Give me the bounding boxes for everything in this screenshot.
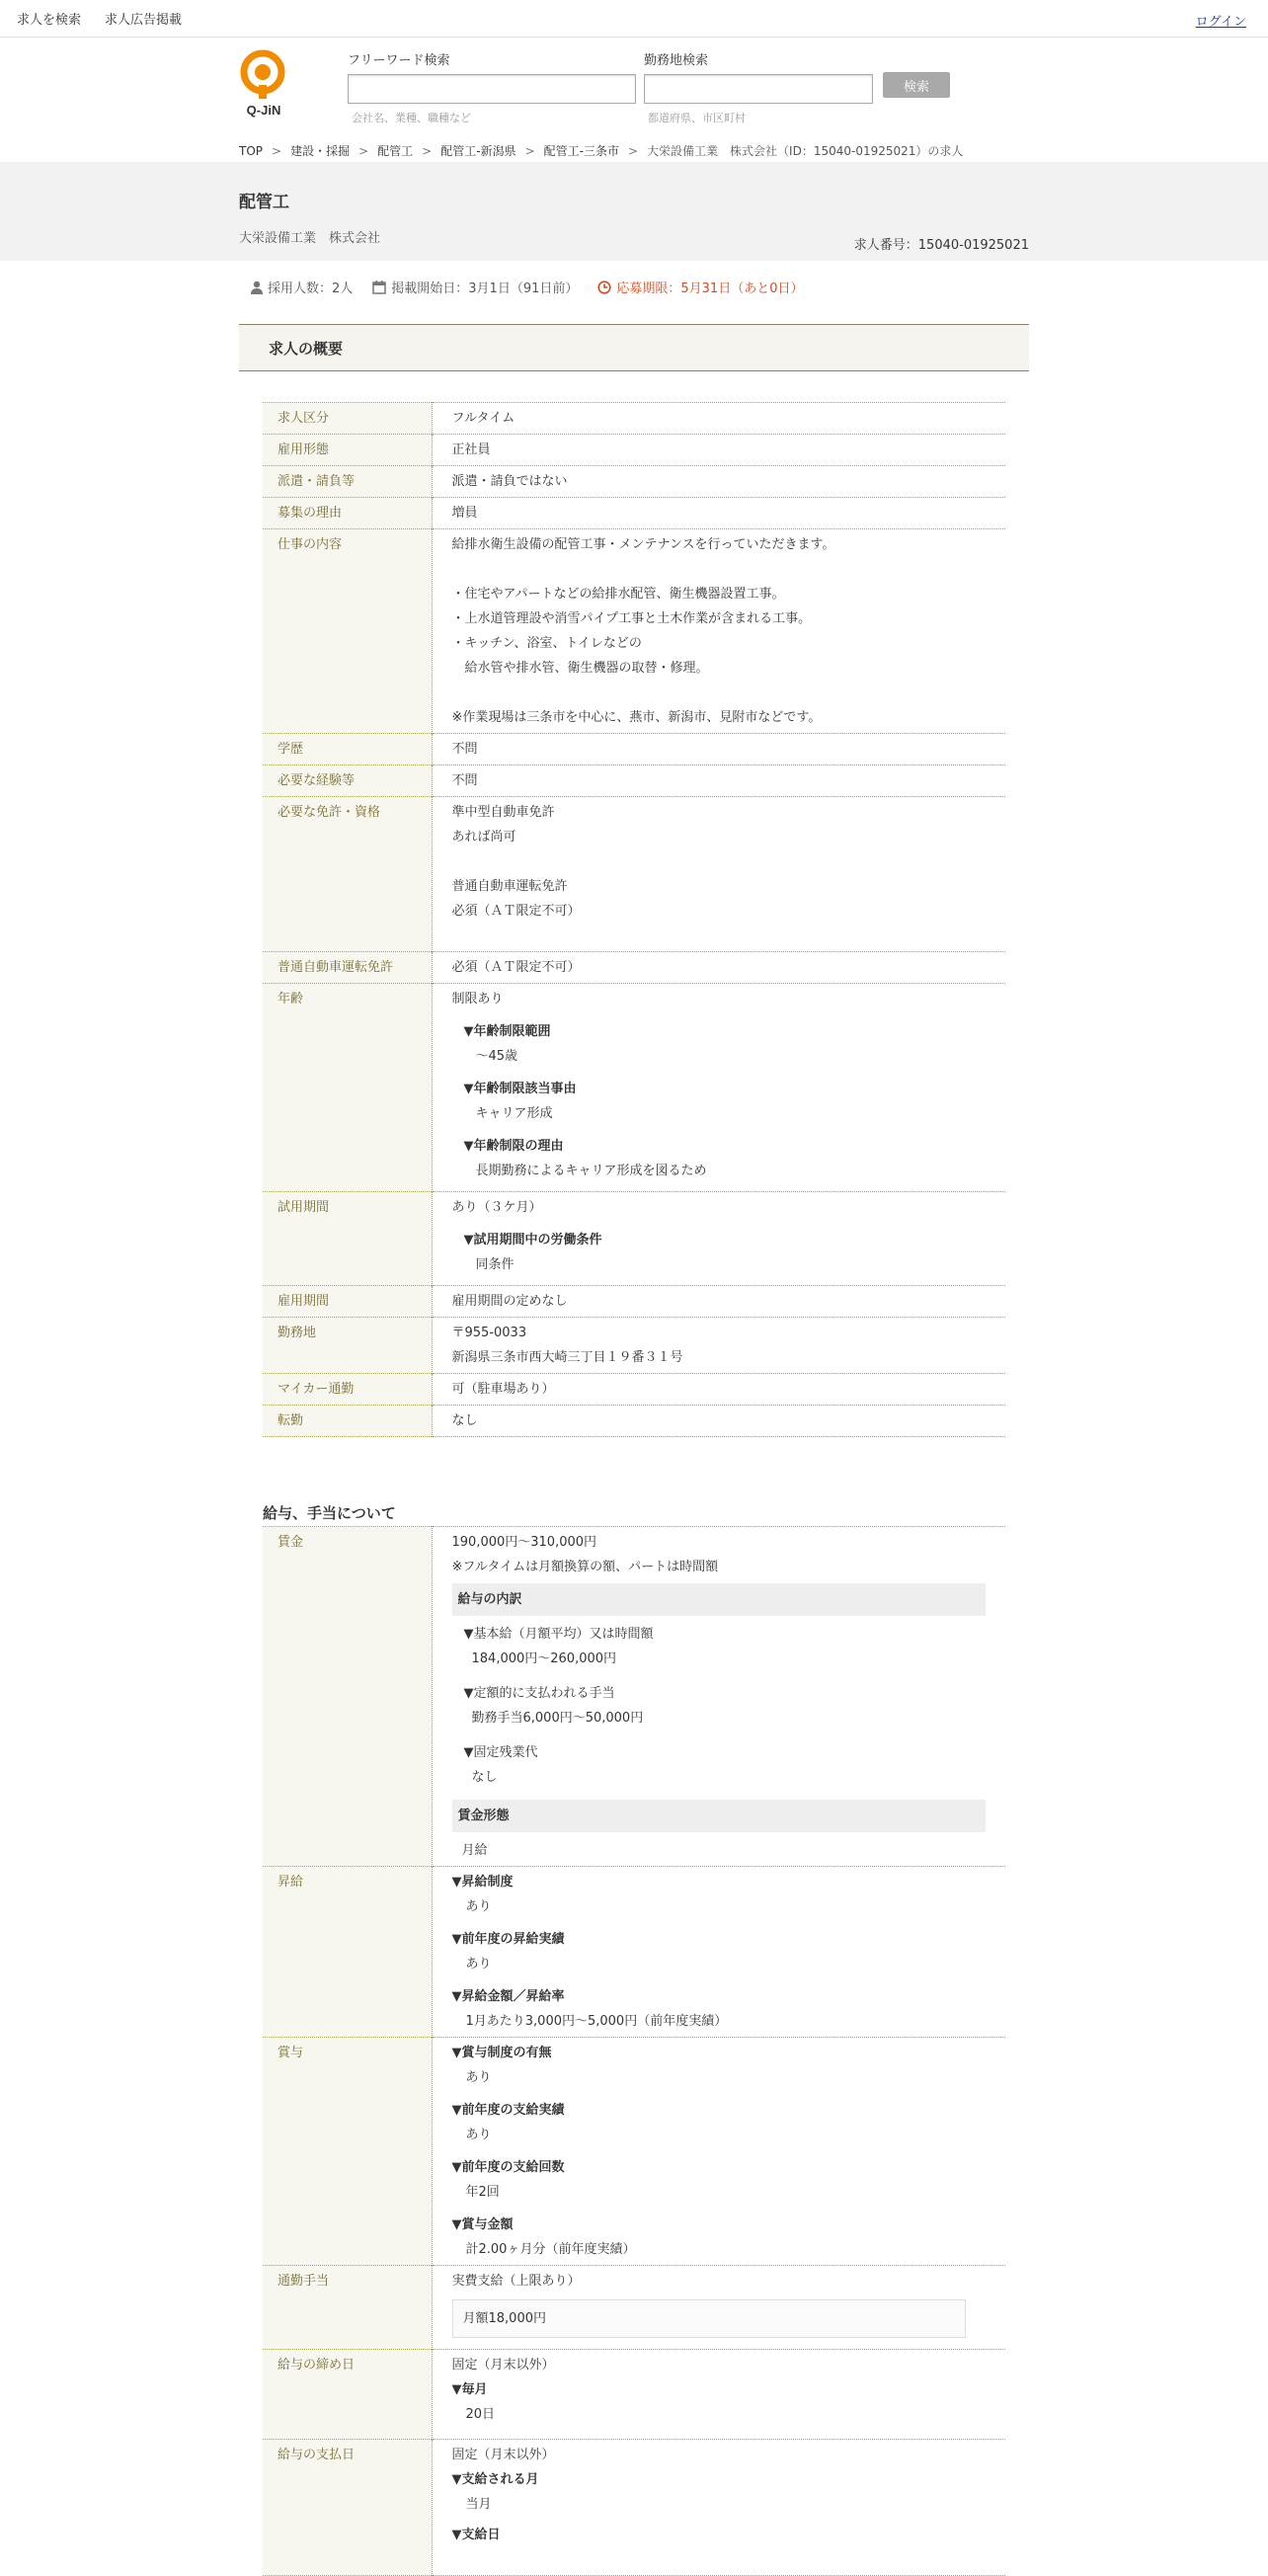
sub-head: ▼年齢制限の理由 [463,1139,564,1154]
breadcrumb-occupation[interactable]: 配管工 [377,144,414,158]
wage-note: ※フルタイムは月額換算の額、パートは時間額 [451,1560,719,1574]
payday-main: 固定（月末以外） [451,2448,555,2462]
row-value [432,1406,1005,1437]
sub-value: あり [465,2070,492,2085]
row-label: 賞与 [263,2038,432,2266]
job-title: 配管工 [239,193,289,212]
sub-head: ▼前年度の支給実績 [451,2103,565,2118]
sub-head: ▼固定残業代 [463,1745,538,1760]
breadcrumb-category[interactable]: 建設・採掘 [290,144,351,158]
person-icon [251,281,263,294]
value-line: あれば尚可 [451,830,516,845]
company-name: 大栄設備工業 株式会社 [239,231,381,246]
value-line: 不問 [451,742,478,757]
row-label: 仕事の内容 [263,529,432,734]
value-line: なし [451,1413,478,1428]
row-label: 派遣・請負等 [263,466,432,498]
table-row [263,952,1005,984]
table-row [263,435,1005,466]
sub-head: ▼支給される月 [451,2472,539,2487]
sub-value: 勤務手当6,000円〜50,000円 [471,1711,644,1726]
row-value [432,2266,1005,2350]
table-row [263,797,1005,952]
row-value [432,2350,1005,2440]
sub-value: 当月 [465,2497,492,2512]
location-hint: 都道府県、市区町村 [648,112,746,124]
breadcrumb-top[interactable]: TOP [239,144,264,158]
value-line: 必須（ＡＴ限定不可） [451,960,581,975]
sub-value: 同条件 [475,1257,515,1272]
row-value [432,403,1005,435]
table-row [263,2266,1005,2350]
location-search [644,49,873,125]
row-value [432,734,1005,765]
row-value [432,1374,1005,1406]
location-label: 勤務地検索 [644,53,709,68]
row-label: 転勤 [263,1406,432,1437]
breadcrumb-prefecture[interactable]: 配管工-新潟県 [440,144,516,158]
row-value [432,529,1005,734]
sub-head: ▼賞与金額 [451,2217,514,2232]
value-line: 新潟県三条市西大崎三丁目１９番３１号 [451,1350,683,1365]
sub-value: 20日 [465,2407,496,2422]
job-meta [251,278,823,296]
sub-value: あり [465,2128,492,2142]
row-value [432,1192,1005,1286]
value-line: ・上水道管理設や消雪パイプ工事と土木作業が含まれる工事。 [451,611,812,626]
row-label: 勤務地 [263,1318,432,1374]
sub-head: ▼定額的に支払われる手当 [463,1686,615,1701]
wage-form-value: 月給 [461,1843,488,1858]
search-button[interactable]: 検索 [883,72,950,98]
start-date [372,278,578,296]
deadline [597,278,803,296]
sub-head: ▼年齢制限範囲 [463,1024,551,1039]
closing-main: 固定（月末以外） [451,2358,555,2373]
start-text: 掲載開始日：3月1日（91日前） [391,282,579,296]
row-value [432,1527,1005,1867]
freeword-input[interactable] [348,74,636,104]
calendar-icon [372,281,386,294]
sub-value: あり [465,1899,492,1914]
row-value [432,2038,1005,2266]
row-label: 必要な経験等 [263,765,432,797]
freeword-hint: 会社名、業種、職種など [352,112,471,124]
hires-text: 採用人数：2人 [268,282,354,296]
row-value [432,1318,1005,1374]
row-value [432,765,1005,797]
sub-value: 長期勤務によるキャリア形成を図るため [475,1164,707,1178]
breadcrumb-current: 大栄設備工業 株式会社（ID：15040-01925021）の求人 [647,144,964,158]
row-label: 求人区分 [263,403,432,435]
row-value [432,797,1005,952]
sub-head: ▼昇給金額／昇給率 [451,1989,565,2004]
row-label: 雇用形態 [263,435,432,466]
table-row [263,403,1005,435]
table-row [263,1318,1005,1374]
breadcrumb-city[interactable]: 配管工-三条市 [543,144,619,158]
row-label: 賃金 [263,1527,432,1867]
value-line: 雇用期間の定めなし [451,1294,568,1309]
post-ad-link[interactable]: 求人広告掲載 [105,13,183,28]
breakdown-head: 給与の内訳 [452,1583,986,1616]
sub-value: 〜45歳 [475,1049,518,1064]
value-line: 不問 [451,773,478,788]
row-label: 試用期間 [263,1192,432,1286]
sub-head: ▼賞与制度の有無 [451,2046,552,2060]
value-line: 可（駐車場あり） [451,1382,555,1397]
table-row [263,765,1005,797]
row-value [432,2440,1005,2576]
value-line: ・キッチン、浴室、トイレなどの [451,636,642,651]
value-line: 準中型自動車免許 [451,805,555,820]
row-value [432,952,1005,984]
salary-section-title: 給与、手当について [263,1504,396,1522]
value-line: 〒955-0033 [451,1326,527,1340]
table-row [263,498,1005,529]
wage-range: 190,000円〜310,000円 [451,1535,597,1550]
row-value [432,435,1005,466]
table-row [263,466,1005,498]
top-bar [0,0,1268,38]
value-line: フルタイム [451,411,515,426]
table-row [263,1286,1005,1318]
table-row [263,2440,1005,2576]
clock-icon [597,281,611,294]
search-jobs-link[interactable]: 求人を検索 [17,13,82,28]
row-value [432,1867,1005,2038]
hires-count [251,278,353,296]
value-line: 給水管や排水管、衛生機器の取替・修理。 [451,661,709,676]
login-link[interactable]: ログイン [1195,15,1246,30]
sub-value: なし [471,1770,498,1785]
row-label: 給与の締め日 [263,2350,432,2440]
freeword-label: フリーワード検索 [348,53,450,68]
freeword-search [348,49,636,125]
overview-section-head: 求人の概要 [239,324,1029,371]
breadcrumb: TOP > 建設・採掘 > 配管工 > 配管工-新潟県 > 配管工-三条市 > 大栄設備工業 株式会社（ID：15040-01925021）の求人 [239,144,964,158]
value-line: 派遣・請負ではない [451,474,568,489]
value-main: 制限あり [451,992,504,1006]
value-line: 正社員 [451,443,491,457]
row-value [432,498,1005,529]
location-input[interactable] [644,74,873,104]
value-line: 増員 [451,506,478,521]
sub-head: ▼年齢制限該当事由 [463,1082,577,1096]
value-line: ・住宅やアパートなどの給排水配管、衛生機器設置工事。 [451,587,785,602]
row-label: 必要な免許・資格 [263,797,432,952]
row-value [432,466,1005,498]
table-row [263,1406,1005,1437]
table-row [263,1374,1005,1406]
row-label: 募集の理由 [263,498,432,529]
deadline-text: 応募期限：5月31日（あと0日） [616,282,804,296]
wage-form-head: 賃金形態 [452,1800,986,1832]
table-row [263,2350,1005,2440]
value-main: あり（３ケ月） [451,1200,542,1215]
sub-value: キャリア形成 [475,1106,553,1121]
sub-head: ▼昇給制度 [451,1875,514,1890]
logo-text: Q-JiN [246,103,281,118]
row-value [432,984,1005,1192]
sub-head: ▼前年度の支給回数 [451,2160,565,2175]
value-line: ※作業現場は三条市を中心に、燕市、新潟市、見附市などです。 [451,710,822,725]
table-row [263,2038,1005,2266]
table-row [263,734,1005,765]
value-line: 給排水衛生設備の配管工事・メンテナンスを行っていただきます。 [451,537,835,552]
sub-value: 計2.00ヶ月分（前年度実績） [465,2242,636,2257]
row-label: 雇用期間 [263,1286,432,1318]
salary-table [263,1526,1005,2576]
value-line: 必須（ＡＴ限定不可） [451,904,581,919]
sub-value: あり [465,1957,492,1972]
row-label: 給与の支払日 [263,2440,432,2576]
row-label: 昇給 [263,1867,432,2038]
value-line: 普通自動車運転免許 [451,879,568,894]
row-label: 普通自動車運転免許 [263,952,432,984]
table-row [263,984,1005,1192]
sub-value: 184,000円〜260,000円 [471,1651,617,1666]
qjin-logo[interactable] [239,47,288,119]
sub-head: ▼試用期間中の労働条件 [463,1233,602,1248]
row-label: マイカー通勤 [263,1374,432,1406]
sub-head: ▼支給日 [451,2528,501,2542]
sub-head: ▼前年度の昇給実績 [451,1932,565,1947]
table-row [263,1527,1005,1867]
job-number: 求人番号：15040-01925021 [853,238,1029,253]
table-row [263,529,1005,734]
overview-table [263,402,1005,1437]
sub-head: ▼毎月 [451,2382,488,2397]
table-row [263,1192,1005,1286]
sub-value: 年2回 [465,2185,500,2200]
sub-head: ▼基本給（月額平均）又は時間額 [463,1627,654,1642]
sub-value: 1月あたり3,000円〜5,000円（前年度実績） [465,2014,728,2029]
row-label: 通勤手当 [263,2266,432,2350]
title-band [0,162,1268,261]
row-value [432,1286,1005,1318]
commute-box: 月額18,000円 [452,2299,966,2338]
row-label: 学歴 [263,734,432,765]
commute-main: 実費支給（上限あり） [451,2274,581,2289]
table-row [263,1867,1005,2038]
row-label: 年齢 [263,984,432,1192]
